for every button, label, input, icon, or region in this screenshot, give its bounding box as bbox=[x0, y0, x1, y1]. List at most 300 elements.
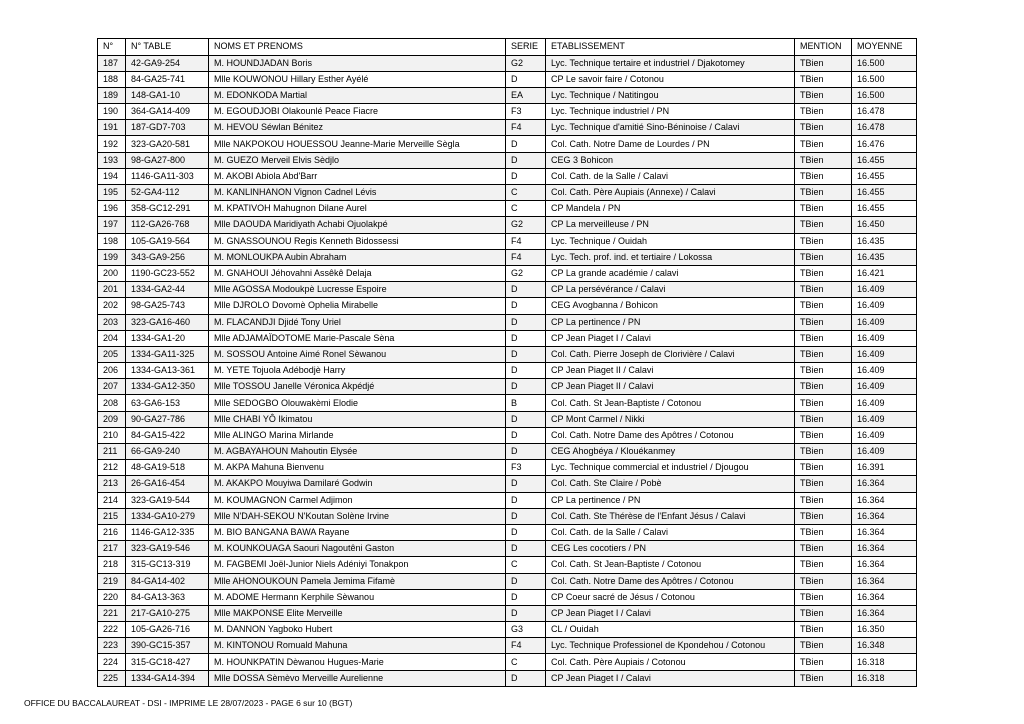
header-school: ETABLISSEMENT bbox=[546, 39, 795, 56]
table-row bbox=[98, 282, 917, 298]
cell-table-number: 48-GA19-518 bbox=[126, 460, 209, 476]
cell-serie: D bbox=[506, 573, 546, 589]
table-body bbox=[98, 55, 917, 686]
cell-serie: F4 bbox=[506, 233, 546, 249]
cell-table-number: 84-GA15-422 bbox=[126, 427, 209, 443]
cell-mention: TBien bbox=[795, 557, 852, 573]
cell-no: 202 bbox=[98, 298, 126, 314]
cell-name: M. SOSSOU Antoine Aimé Ronel Sèwanou bbox=[209, 346, 506, 362]
cell-no: 215 bbox=[98, 508, 126, 524]
cell-average: 16.478 bbox=[852, 120, 917, 136]
cell-school: Col. Cath. Ste Claire / Pobè bbox=[546, 476, 795, 492]
cell-mention: TBien bbox=[795, 379, 852, 395]
cell-table-number: 1334-GA12-350 bbox=[126, 379, 209, 395]
cell-no: 220 bbox=[98, 589, 126, 605]
cell-serie: F3 bbox=[506, 460, 546, 476]
cell-average: 16.409 bbox=[852, 411, 917, 427]
table-header-row bbox=[98, 39, 917, 56]
cell-table-number: 315-GC13-319 bbox=[126, 557, 209, 573]
cell-table-number: 66-GA9-240 bbox=[126, 444, 209, 460]
cell-no: 213 bbox=[98, 476, 126, 492]
cell-mention: TBien bbox=[795, 541, 852, 557]
cell-school: CP Mandela / PN bbox=[546, 201, 795, 217]
header-serie: SERIE bbox=[506, 39, 546, 56]
cell-no: 209 bbox=[98, 411, 126, 427]
cell-name: Mlle KOUWONOU Hillary Esther Ayélé bbox=[209, 71, 506, 87]
cell-school: Col. Cath. St Jean-Baptiste / Cotonou bbox=[546, 557, 795, 573]
cell-school: Col. Cath. Notre Dame des Apôtres / Cotonou bbox=[546, 573, 795, 589]
cell-mention: TBien bbox=[795, 476, 852, 492]
cell-mention: TBien bbox=[795, 282, 852, 298]
table-row bbox=[98, 427, 917, 443]
cell-serie: D bbox=[506, 670, 546, 686]
cell-mention: TBien bbox=[795, 152, 852, 168]
cell-average: 16.478 bbox=[852, 104, 917, 120]
cell-name: Mlle ADJAMAÏDOTOME Marie-Pascale Sèna bbox=[209, 330, 506, 346]
cell-table-number: 187-GD7-703 bbox=[126, 120, 209, 136]
cell-mention: TBien bbox=[795, 346, 852, 362]
cell-school: CP La persévérance / Calavi bbox=[546, 282, 795, 298]
cell-average: 16.435 bbox=[852, 233, 917, 249]
table-row bbox=[98, 670, 917, 686]
cell-serie: D bbox=[506, 298, 546, 314]
cell-school: Col. Cath. Notre Dame des Apôtres / Cotonou bbox=[546, 427, 795, 443]
cell-school: CP La grande académie / calavi bbox=[546, 265, 795, 281]
cell-serie: F4 bbox=[506, 638, 546, 654]
cell-table-number: 105-GA26-716 bbox=[126, 622, 209, 638]
cell-mention: TBien bbox=[795, 265, 852, 281]
cell-name: Mlle NAKPOKOU HOUESSOU Jeanne-Marie Merveille Sègla bbox=[209, 136, 506, 152]
cell-serie: D bbox=[506, 524, 546, 540]
cell-table-number: 1334-GA10-279 bbox=[126, 508, 209, 524]
cell-school: CP Jean Piaget I / Calavi bbox=[546, 330, 795, 346]
cell-average: 16.409 bbox=[852, 444, 917, 460]
cell-name: M. EGOUDJOBI Olakounlé Peace Fiacre bbox=[209, 104, 506, 120]
table-row bbox=[98, 185, 917, 201]
cell-school: Col. Cath. Notre Dame de Lourdes / PN bbox=[546, 136, 795, 152]
cell-mention: TBien bbox=[795, 460, 852, 476]
cell-name: Mlle AHONOUKOUN Pamela Jemima Fifamè bbox=[209, 573, 506, 589]
cell-average: 16.409 bbox=[852, 330, 917, 346]
cell-mention: TBien bbox=[795, 508, 852, 524]
table-row bbox=[98, 217, 917, 233]
cell-mention: TBien bbox=[795, 249, 852, 265]
cell-no: 197 bbox=[98, 217, 126, 233]
cell-no: 207 bbox=[98, 379, 126, 395]
cell-serie: D bbox=[506, 282, 546, 298]
cell-school: Lyc. Technique / Natitingou bbox=[546, 87, 795, 103]
cell-name: M. KPATIVOH Mahugnon Dilane Aurel bbox=[209, 201, 506, 217]
table-row bbox=[98, 201, 917, 217]
cell-serie: F4 bbox=[506, 120, 546, 136]
cell-table-number: 323-GA20-581 bbox=[126, 136, 209, 152]
cell-average: 16.409 bbox=[852, 363, 917, 379]
cell-average: 16.364 bbox=[852, 492, 917, 508]
cell-average: 16.435 bbox=[852, 249, 917, 265]
cell-school: CP Jean Piaget II / Calavi bbox=[546, 363, 795, 379]
page-footer: OFFICE DU BACCALAUREAT - DSI - IMPRIME LE 28/07/2023 - PAGE 6 sur 10 (BGT) bbox=[24, 698, 353, 708]
cell-average: 16.364 bbox=[852, 589, 917, 605]
cell-no: 221 bbox=[98, 605, 126, 621]
cell-school: CP Mont Carmel / Nikki bbox=[546, 411, 795, 427]
cell-school: Lyc. Tech. prof. ind. et tertiaire / Lokossa bbox=[546, 249, 795, 265]
cell-no: 225 bbox=[98, 670, 126, 686]
cell-serie: D bbox=[506, 168, 546, 184]
cell-serie: C bbox=[506, 185, 546, 201]
cell-no: 205 bbox=[98, 346, 126, 362]
cell-mention: TBien bbox=[795, 104, 852, 120]
cell-school: Col. Cath. Pierre Joseph de Clorivière / Calavi bbox=[546, 346, 795, 362]
cell-mention: TBien bbox=[795, 55, 852, 71]
cell-name: M. MONLOUKPA Aubin Abraham bbox=[209, 249, 506, 265]
cell-no: 196 bbox=[98, 201, 126, 217]
cell-name: M. HOUNKPATIN Dèwanou Hugues-Marie bbox=[209, 654, 506, 670]
cell-mention: TBien bbox=[795, 71, 852, 87]
table-row bbox=[98, 136, 917, 152]
cell-serie: G2 bbox=[506, 55, 546, 71]
cell-name: M. YETE Tojuola Adébodjè Harry bbox=[209, 363, 506, 379]
cell-mention: TBien bbox=[795, 589, 852, 605]
table-row bbox=[98, 638, 917, 654]
cell-name: M. GNASSOUNOU Regis Kenneth Bidossessi bbox=[209, 233, 506, 249]
cell-school: Col. Cath. de la Salle / Calavi bbox=[546, 524, 795, 540]
cell-serie: EA bbox=[506, 87, 546, 103]
cell-mention: TBien bbox=[795, 168, 852, 184]
cell-serie: D bbox=[506, 589, 546, 605]
cell-serie: D bbox=[506, 541, 546, 557]
cell-school: CEG Les cocotiers / PN bbox=[546, 541, 795, 557]
cell-table-number: 98-GA27-800 bbox=[126, 152, 209, 168]
cell-mention: TBien bbox=[795, 330, 852, 346]
cell-name: M. EDONKODA Martial bbox=[209, 87, 506, 103]
results-table bbox=[97, 38, 917, 687]
cell-school: Lyc. Technique commercial et industriel / Djougou bbox=[546, 460, 795, 476]
cell-name: Mlle SEDOGBO Olouwakèmi Elodie bbox=[209, 395, 506, 411]
cell-name: M. BIO BANGANA BAWA Rayane bbox=[209, 524, 506, 540]
header-mention: MENTION bbox=[795, 39, 852, 56]
cell-table-number: 343-GA9-256 bbox=[126, 249, 209, 265]
cell-no: 200 bbox=[98, 265, 126, 281]
cell-name: M. FAGBEMI Joël-Junior Niels Adéniyi Tonakpon bbox=[209, 557, 506, 573]
cell-table-number: 323-GA19-544 bbox=[126, 492, 209, 508]
cell-average: 16.318 bbox=[852, 654, 917, 670]
cell-name: M. HOUNDJADAN Boris bbox=[209, 55, 506, 71]
table-row bbox=[98, 330, 917, 346]
cell-serie: D bbox=[506, 152, 546, 168]
cell-average: 16.450 bbox=[852, 217, 917, 233]
table-row bbox=[98, 444, 917, 460]
cell-name: M. AKPA Mahuna Bienvenu bbox=[209, 460, 506, 476]
cell-no: 191 bbox=[98, 120, 126, 136]
cell-school: CP Jean Piaget I / Calavi bbox=[546, 670, 795, 686]
table-row bbox=[98, 120, 917, 136]
cell-school: Lyc. Technique Professionel de Kpondehou / Cotonou bbox=[546, 638, 795, 654]
table-row bbox=[98, 411, 917, 427]
cell-no: 206 bbox=[98, 363, 126, 379]
cell-table-number: 90-GA27-786 bbox=[126, 411, 209, 427]
cell-school: CEG Avogbanna / Bohicon bbox=[546, 298, 795, 314]
cell-mention: TBien bbox=[795, 363, 852, 379]
cell-table-number: 84-GA25-741 bbox=[126, 71, 209, 87]
cell-serie: D bbox=[506, 444, 546, 460]
cell-no: 217 bbox=[98, 541, 126, 557]
cell-serie: F4 bbox=[506, 249, 546, 265]
cell-average: 16.364 bbox=[852, 605, 917, 621]
cell-name: Mlle ALINGO Marina Mirlande bbox=[209, 427, 506, 443]
table-row bbox=[98, 622, 917, 638]
cell-no: 194 bbox=[98, 168, 126, 184]
cell-serie: B bbox=[506, 395, 546, 411]
cell-school: Col. Cath. Ste Thérèse de l'Enfant Jésus / Calavi bbox=[546, 508, 795, 524]
cell-table-number: 1334-GA13-361 bbox=[126, 363, 209, 379]
cell-school: Col. Cath. Père Aupiais (Annexe) / Calavi bbox=[546, 185, 795, 201]
cell-school: Lyc. Technique d'amitié Sino-Béninoise / Calavi bbox=[546, 120, 795, 136]
cell-school: CL / Ouidah bbox=[546, 622, 795, 638]
cell-average: 16.409 bbox=[852, 314, 917, 330]
table-row bbox=[98, 104, 917, 120]
cell-serie: G3 bbox=[506, 622, 546, 638]
cell-name: Mlle DAOUDA Maridiyath Achabi Ojuolakpé bbox=[209, 217, 506, 233]
cell-serie: D bbox=[506, 379, 546, 395]
cell-table-number: 323-GA16-460 bbox=[126, 314, 209, 330]
cell-school: CP Coeur sacré de Jésus / Cotonou bbox=[546, 589, 795, 605]
cell-table-number: 323-GA19-546 bbox=[126, 541, 209, 557]
cell-table-number: 1146-GA11-303 bbox=[126, 168, 209, 184]
table-row bbox=[98, 654, 917, 670]
cell-table-number: 84-GA14-402 bbox=[126, 573, 209, 589]
cell-mention: TBien bbox=[795, 201, 852, 217]
cell-no: 223 bbox=[98, 638, 126, 654]
table-row bbox=[98, 460, 917, 476]
cell-school: CP La merveilleuse / PN bbox=[546, 217, 795, 233]
table-row bbox=[98, 346, 917, 362]
cell-table-number: 1190-GC23-552 bbox=[126, 265, 209, 281]
cell-serie: D bbox=[506, 492, 546, 508]
cell-name: M. AKOBI Abiola Abd'Barr bbox=[209, 168, 506, 184]
table-row bbox=[98, 152, 917, 168]
table-row bbox=[98, 573, 917, 589]
cell-table-number: 217-GA10-275 bbox=[126, 605, 209, 621]
cell-name: Mlle DJROLO Dovomè Ophelia Mirabelle bbox=[209, 298, 506, 314]
cell-no: 224 bbox=[98, 654, 126, 670]
cell-school: CP La pertinence / PN bbox=[546, 492, 795, 508]
cell-school: Col. Cath. Père Aupiais / Cotonou bbox=[546, 654, 795, 670]
cell-average: 16.409 bbox=[852, 282, 917, 298]
cell-no: 188 bbox=[98, 71, 126, 87]
cell-average: 16.409 bbox=[852, 379, 917, 395]
cell-average: 16.409 bbox=[852, 395, 917, 411]
cell-average: 16.421 bbox=[852, 265, 917, 281]
cell-name: Mlle CHABI YÔ Ikimatou bbox=[209, 411, 506, 427]
cell-name: M. GNAHOUI Jéhovahni Assêkê Delaja bbox=[209, 265, 506, 281]
cell-table-number: 390-GC15-357 bbox=[126, 638, 209, 654]
cell-table-number: 84-GA13-363 bbox=[126, 589, 209, 605]
cell-no: 198 bbox=[98, 233, 126, 249]
cell-table-number: 112-GA26-768 bbox=[126, 217, 209, 233]
cell-name: M. FLACANDJI Djidé Tony Uriel bbox=[209, 314, 506, 330]
cell-no: 199 bbox=[98, 249, 126, 265]
cell-school: CP La pertinence / PN bbox=[546, 314, 795, 330]
cell-name: M. KOUMAGNON Carmel Adjimon bbox=[209, 492, 506, 508]
cell-mention: TBien bbox=[795, 605, 852, 621]
cell-no: 201 bbox=[98, 282, 126, 298]
cell-school: CP Jean Piaget II / Calavi bbox=[546, 379, 795, 395]
cell-average: 16.364 bbox=[852, 541, 917, 557]
table-row bbox=[98, 541, 917, 557]
cell-no: 211 bbox=[98, 444, 126, 460]
cell-no: 192 bbox=[98, 136, 126, 152]
cell-school: CP Le savoir faire / Cotonou bbox=[546, 71, 795, 87]
cell-serie: C bbox=[506, 557, 546, 573]
cell-name: Mlle N'DAH-SEKOU N'Koutan Solène Irvine bbox=[209, 508, 506, 524]
cell-serie: D bbox=[506, 136, 546, 152]
cell-school: Col. Cath. de la Salle / Calavi bbox=[546, 168, 795, 184]
table-row bbox=[98, 298, 917, 314]
cell-name: M. KINTONOU Romuald Mahuna bbox=[209, 638, 506, 654]
cell-average: 16.348 bbox=[852, 638, 917, 654]
cell-table-number: 63-GA6-153 bbox=[126, 395, 209, 411]
cell-name: M. DANNON Yagboko Hubert bbox=[209, 622, 506, 638]
cell-average: 16.455 bbox=[852, 185, 917, 201]
cell-serie: D bbox=[506, 411, 546, 427]
cell-no: 204 bbox=[98, 330, 126, 346]
cell-table-number: 1146-GA12-335 bbox=[126, 524, 209, 540]
cell-mention: TBien bbox=[795, 87, 852, 103]
cell-no: 203 bbox=[98, 314, 126, 330]
cell-no: 193 bbox=[98, 152, 126, 168]
cell-mention: TBien bbox=[795, 395, 852, 411]
cell-average: 16.476 bbox=[852, 136, 917, 152]
cell-school: Lyc. Technique tertaire et industriel / Djakotomey bbox=[546, 55, 795, 71]
cell-school: Lyc. Technique / Ouidah bbox=[546, 233, 795, 249]
cell-name: Mlle TOSSOU Janelle Véronica Akpédjé bbox=[209, 379, 506, 395]
cell-name: Mlle AGOSSA Modoukpè Lucresse Espoire bbox=[209, 282, 506, 298]
table-row bbox=[98, 314, 917, 330]
cell-mention: TBien bbox=[795, 492, 852, 508]
cell-table-number: 364-GA14-409 bbox=[126, 104, 209, 120]
header-average: MOYENNE bbox=[852, 39, 917, 56]
cell-table-number: 42-GA9-254 bbox=[126, 55, 209, 71]
cell-mention: TBien bbox=[795, 670, 852, 686]
table-row bbox=[98, 233, 917, 249]
table-row bbox=[98, 508, 917, 524]
cell-table-number: 52-GA4-112 bbox=[126, 185, 209, 201]
table-row bbox=[98, 71, 917, 87]
cell-mention: TBien bbox=[795, 185, 852, 201]
cell-no: 210 bbox=[98, 427, 126, 443]
cell-average: 16.364 bbox=[852, 508, 917, 524]
header-no: N° bbox=[98, 39, 126, 56]
table-row bbox=[98, 524, 917, 540]
cell-no: 219 bbox=[98, 573, 126, 589]
cell-average: 16.409 bbox=[852, 298, 917, 314]
cell-school: Lyc. Technique industriel / PN bbox=[546, 104, 795, 120]
cell-serie: F3 bbox=[506, 104, 546, 120]
cell-average: 16.364 bbox=[852, 476, 917, 492]
cell-mention: TBien bbox=[795, 217, 852, 233]
cell-name: M. HEVOU Séwlan Bénitez bbox=[209, 120, 506, 136]
cell-average: 16.364 bbox=[852, 573, 917, 589]
cell-table-number: 358-GC12-291 bbox=[126, 201, 209, 217]
cell-name: M. ADOME Hermann Kerphile Sèwanou bbox=[209, 589, 506, 605]
cell-average: 16.364 bbox=[852, 557, 917, 573]
table-row bbox=[98, 363, 917, 379]
cell-average: 16.455 bbox=[852, 201, 917, 217]
cell-table-number: 1334-GA1-20 bbox=[126, 330, 209, 346]
header-names: NOMS ET PRENOMS bbox=[209, 39, 506, 56]
cell-table-number: 1334-GA14-394 bbox=[126, 670, 209, 686]
cell-mention: TBien bbox=[795, 411, 852, 427]
cell-average: 16.364 bbox=[852, 524, 917, 540]
cell-no: 212 bbox=[98, 460, 126, 476]
cell-serie: D bbox=[506, 476, 546, 492]
cell-no: 216 bbox=[98, 524, 126, 540]
cell-serie: D bbox=[506, 314, 546, 330]
cell-serie: D bbox=[506, 346, 546, 362]
cell-name: Mlle DOSSA Sèmèvo Merveille Aurelienne bbox=[209, 670, 506, 686]
table-row bbox=[98, 87, 917, 103]
cell-name: M. GUEZO Merveil Elvis Sèdjlo bbox=[209, 152, 506, 168]
cell-serie: D bbox=[506, 508, 546, 524]
cell-table-number: 315-GC18-427 bbox=[126, 654, 209, 670]
cell-school: CEG 3 Bohicon bbox=[546, 152, 795, 168]
cell-serie: C bbox=[506, 654, 546, 670]
cell-mention: TBien bbox=[795, 524, 852, 540]
table-row bbox=[98, 55, 917, 71]
cell-average: 16.318 bbox=[852, 670, 917, 686]
cell-table-number: 1334-GA11-325 bbox=[126, 346, 209, 362]
cell-average: 16.409 bbox=[852, 427, 917, 443]
cell-name: M. KOUNKOUAGA Saouri Nagoutêni Gaston bbox=[209, 541, 506, 557]
table-row bbox=[98, 249, 917, 265]
table-row bbox=[98, 379, 917, 395]
cell-average: 16.409 bbox=[852, 346, 917, 362]
cell-average: 16.500 bbox=[852, 55, 917, 71]
cell-table-number: 98-GA25-743 bbox=[126, 298, 209, 314]
cell-no: 190 bbox=[98, 104, 126, 120]
cell-serie: D bbox=[506, 605, 546, 621]
cell-serie: G2 bbox=[506, 217, 546, 233]
cell-no: 195 bbox=[98, 185, 126, 201]
header-table-number: N° TABLE bbox=[126, 39, 209, 56]
cell-mention: TBien bbox=[795, 444, 852, 460]
cell-average: 16.391 bbox=[852, 460, 917, 476]
cell-mention: TBien bbox=[795, 622, 852, 638]
table-row bbox=[98, 168, 917, 184]
cell-serie: D bbox=[506, 71, 546, 87]
cell-table-number: 105-GA19-564 bbox=[126, 233, 209, 249]
cell-no: 208 bbox=[98, 395, 126, 411]
cell-mention: TBien bbox=[795, 136, 852, 152]
table-row bbox=[98, 605, 917, 621]
cell-average: 16.500 bbox=[852, 71, 917, 87]
cell-serie: G2 bbox=[506, 265, 546, 281]
cell-mention: TBien bbox=[795, 427, 852, 443]
cell-average: 16.350 bbox=[852, 622, 917, 638]
cell-mention: TBien bbox=[795, 314, 852, 330]
cell-mention: TBien bbox=[795, 120, 852, 136]
cell-mention: TBien bbox=[795, 298, 852, 314]
cell-table-number: 26-GA16-454 bbox=[126, 476, 209, 492]
cell-serie: C bbox=[506, 201, 546, 217]
cell-average: 16.455 bbox=[852, 152, 917, 168]
table-row bbox=[98, 557, 917, 573]
cell-name: M. AKAKPO Mouyiwa Damilaré Godwin bbox=[209, 476, 506, 492]
cell-table-number: 1334-GA2-44 bbox=[126, 282, 209, 298]
cell-mention: TBien bbox=[795, 233, 852, 249]
cell-no: 187 bbox=[98, 55, 126, 71]
table-row bbox=[98, 395, 917, 411]
